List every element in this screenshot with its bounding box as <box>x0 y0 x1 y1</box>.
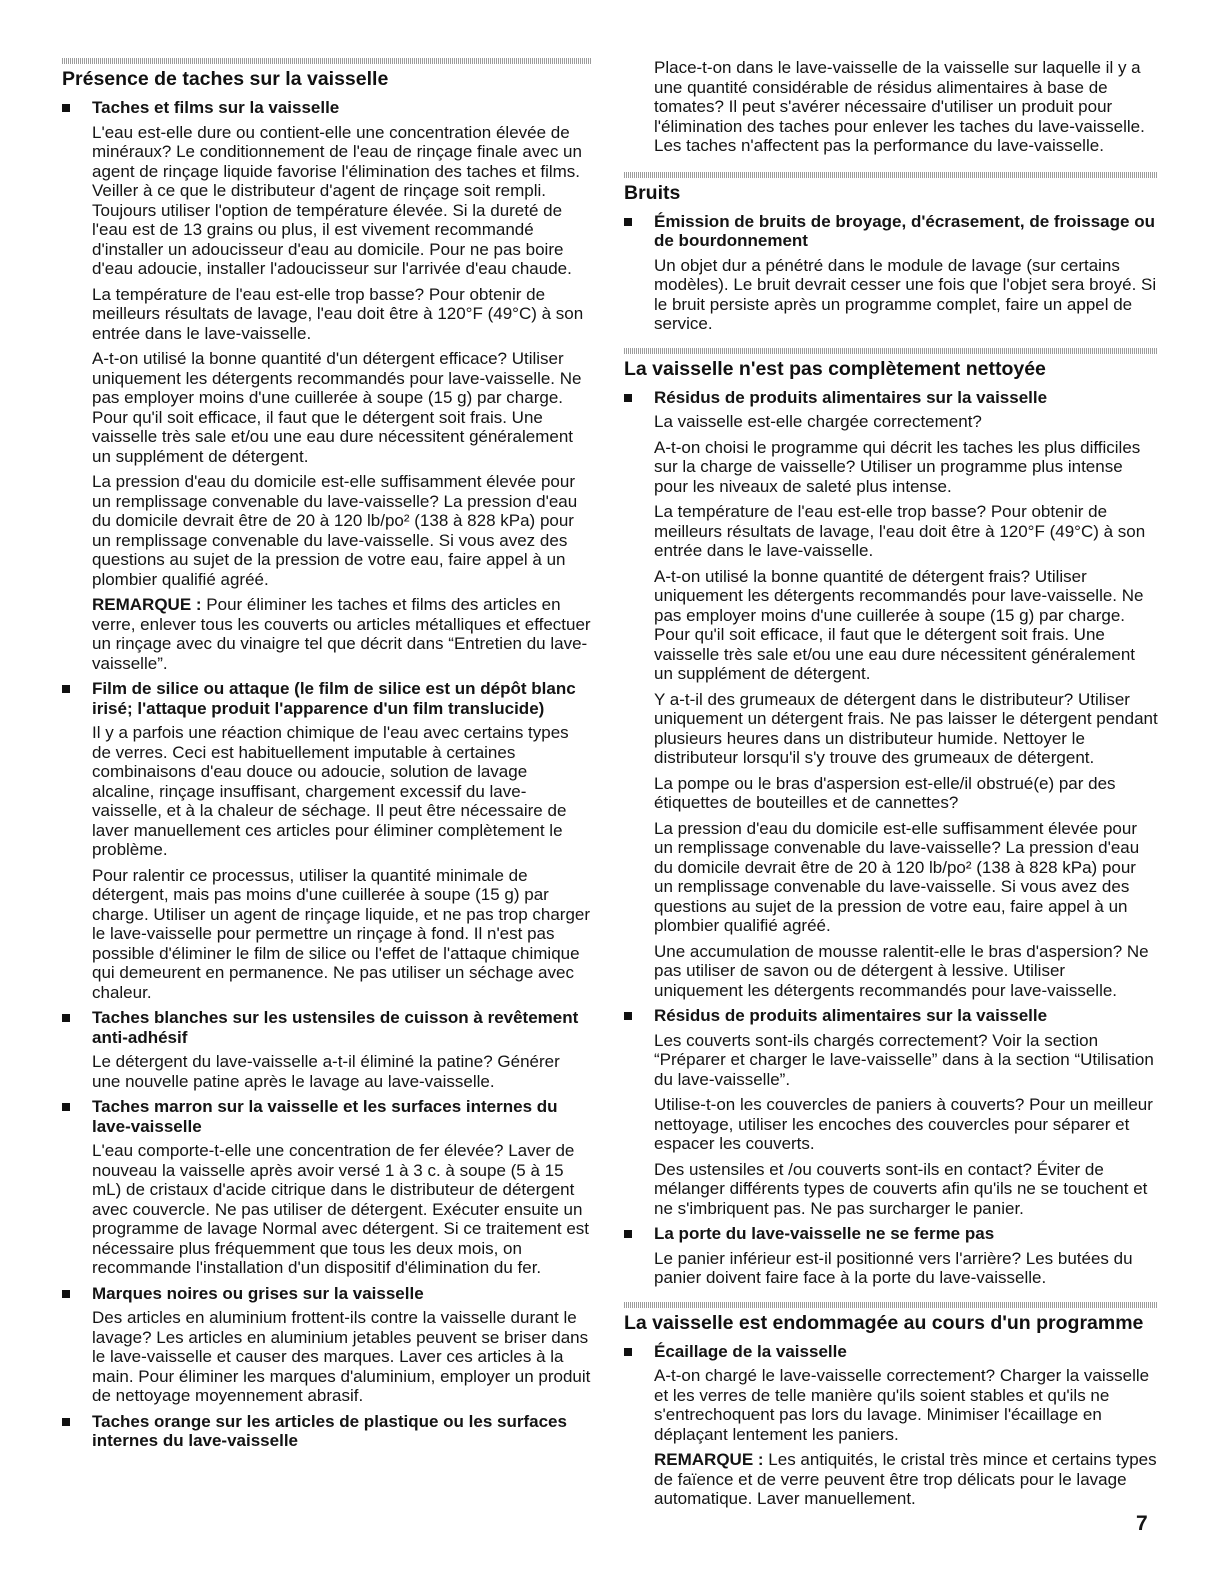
paragraph: La température de l'eau est-elle trop basse? Pour obtenir de meilleurs résultats de lavage, l'eau doit être à 120°F (49°C) à son entrée dans le lave-vaisselle. <box>654 502 1146 560</box>
bullet-icon <box>624 1230 632 1238</box>
note-paragraph: REMARQUE : Les antiquités, le cristal très mince et certains types de faïence et de verre peuvent être trop délicats pour le lavage automatique. Laver manuellement. <box>654 1450 1157 1508</box>
paragraph: Des ustensiles et /ou couverts sont-ils en contact? Éviter de mélanger différents types de couverts afin qu'ils ne se touchent et ne s'imbriquent pas. Ne pas surcharger le panier. <box>654 1159 1148 1218</box>
item-film-silice <box>62 679 592 1002</box>
paragraph: Y a-t-il des grumeaux de détergent dans le distributeur? Utiliser uniquement un détergent frais. Ne pas laisser le détergent pendant plusieurs heures dans un distributeur humide. Nettoyer le distributeur lorsqu'il s'y trouve des grumeaux de détergent. <box>654 689 1158 767</box>
section-heading-bruits: Bruits <box>624 181 681 204</box>
item-taches-marron <box>62 1097 592 1278</box>
paragraph: La pression d'eau du domicile est-elle suffisamment élevée pour un remplissage convenable du lave-vaisselle? La pression d'eau du domicile devrait être de 20 à 120 lb/po² (138 à 828 kPa) pour un remplissage convenable du lave-vaisselle. Si vous avez des questions au sujet de la pression de votre eau, faire appel à un plombier qualifié agréé. <box>654 818 1140 935</box>
item-residus-2 <box>624 1006 1158 1218</box>
bullet-icon <box>624 1012 632 1020</box>
item-title: Marques noires ou grises sur la vaisselle <box>92 1283 424 1303</box>
paragraph: Une accumulation de mousse ralentit-elle le bras d'aspersion? Ne pas utiliser de savon ou de détergent à lessive. Utiliser uniquement les détergents recommandés pour lave-vaisselle. <box>654 941 1149 1000</box>
paragraph: A-t-on utilisé la bonne quantité de détergent frais? Utiliser uniquement les détergents recommandés pour lave-vaisselle. Ne pas employer moins d'une cuillerée à soupe (15 g) par charge. Pour qu'il soit efficace, il faut que le détergent soit frais. Une vaisselle très sale et/ou une eau dure nécessitent généralement un supplément de détergent. <box>654 566 1144 683</box>
note-label: REMARQUE : <box>92 595 202 614</box>
section-bruits <box>624 172 1158 334</box>
note-label: REMARQUE : <box>654 1450 764 1469</box>
right-column <box>624 58 1158 1523</box>
paragraph: Le détergent du lave-vaisselle a-t-il éliminé la patine? Générer une nouvelle patine après le lavage au lave-vaisselle. <box>92 1052 560 1091</box>
item-marques-noires <box>62 1284 592 1406</box>
section-divider <box>624 172 1158 178</box>
paragraph: Utilise-t-on les couvercles de paniers à couverts? Pour un meilleur nettoyage, utiliser les encoches des couvercles pour séparer et espacer les couverts. <box>654 1095 1153 1153</box>
section-divider <box>624 1302 1158 1308</box>
paragraph: La pompe ou le bras d'aspersion est-elle/il obstrué(e) par des étiquettes de bouteilles et de cannettes? <box>654 773 1116 812</box>
paragraph: La température de l'eau est-elle trop basse? Pour obtenir de meilleurs résultats de lavage, l'eau doit être à 120°F (49°C) à son entrée dans le lave-vaisselle. <box>92 284 584 343</box>
continued-paragraph: Place-t-on dans le lave-vaisselle de la vaisselle sur laquelle il y a une quantité considérable de résidus alimentaires à base de tomates? Il peut s'avérer nécessaire d'utiliser un produit pour l'élimination des taches pour enlever les taches du lave-vaisselle. Les taches n'affectent pas la performance du lave-vaisselle. <box>654 58 1145 155</box>
item-title: Résidus de produits alimentaires sur la vaisselle <box>654 387 1048 407</box>
paragraph: La pression d'eau du domicile est-elle suffisamment élevée pour un remplissage convenable du lave-vaisselle? La pression d'eau du domicile devrait être de 20 à 120 lb/po² (138 à 828 kPa) pour un remplissage convenable du lave-vaisselle. Si vous avez des questions au sujet de la pression de votre eau, faire appel à un plombier qualifié agréé. <box>92 472 578 589</box>
paragraph: Un objet dur a pénétré dans le module de lavage (sur certains modèles). Le bruit devrait cesser une fois que l'objet sera broyé. Si le bruit persiste après un programme complet, faire un appel de service. <box>654 255 1157 333</box>
section-endommagee <box>624 1302 1158 1509</box>
item-title: Résidus de produits alimentaires sur la vaisselle <box>654 1006 1048 1025</box>
item-title: Film de silice ou attaque (le film de silice est un dépôt blanc irisé; l'attaque produit l'apparence d'un film translucide) <box>92 679 576 718</box>
bullet-icon <box>62 685 70 693</box>
paragraph: A-t-on choisi le programme qui décrit les taches les plus difficiles sur la charge de vaisselle? Utiliser un programme plus intense pour les niveaux de saleté plus intense. <box>654 437 1141 496</box>
item-taches-blanches <box>62 1008 592 1091</box>
bullet-icon <box>62 1103 70 1111</box>
item-taches-films <box>62 98 592 673</box>
paragraph: Des articles en aluminium frottent-ils contre la vaisselle durant le lavage? Les articles en aluminium jetables peuvent se briser dans le lave-vaisselle et causer des marques. Laver ces articles à la main. Pour éliminer les marques d'aluminium, employer un produit de nettoyage moyennement abrasif. <box>92 1308 591 1405</box>
page-number: 7 <box>1136 1512 1148 1535</box>
item-title: Taches blanches sur les ustensiles de cuisson à revêtement anti-adhésif <box>92 1008 579 1047</box>
paragraph: Les couverts sont-ils chargés correctement? Voir la section “Préparer et charger le lave-vaisselle” dans à la section “Utilisation du lave-vaisselle”. <box>654 1030 1154 1089</box>
item-bruits-broyage <box>624 212 1158 334</box>
bullet-icon <box>62 1418 70 1426</box>
bullet-icon <box>624 1348 632 1356</box>
paragraph: Le panier inférieur est-il positionné vers l'arrière? Les butées du panier doivent faire face à la porte du lave-vaisselle. <box>654 1248 1133 1287</box>
item-title: Taches orange sur les articles de plastique ou les surfaces internes du lave-vaisselle <box>92 1411 567 1450</box>
section-heading-endommagee: La vaisselle est endommagée au cours d'un programme <box>624 1311 1144 1334</box>
paragraph: La vaisselle est-elle chargée correctement? <box>654 412 982 431</box>
bullet-icon <box>624 218 632 226</box>
paragraph: Il y a parfois une réaction chimique de l'eau avec certains types de verres. Ceci est habituellement imputable à certaines combinaisons d'eau douce ou adoucie, solution de lavage alcaline, rinçage insuffisant, chargement excessif du lave-vaisselle, et à la chaleur de séchage. Il peut être nécessaire de laver manuellement ces articles pour éliminer complètement le problème. <box>92 723 569 859</box>
item-porte-ferme <box>624 1224 1158 1288</box>
item-title: Taches marron sur la vaisselle et les surfaces internes du lave-vaisselle <box>92 1097 558 1136</box>
paragraph: Pour ralentir ce processus, utiliser la quantité minimale de détergent, mais pas moins d'une cuillerée à soupe (15 g) par charge. Utiliser un agent de rinçage liquide, et ne pas trop charger le lave-vaisselle pour permettre un rinçage à fond. Il n'est pas possible d'éliminer le film de silice ou l'effet de l'attaque chimique qui demeurent en permanence. Ne pas utiliser un séchage avec chaleur. <box>92 865 591 1002</box>
bullet-icon <box>62 104 70 112</box>
item-ecaillage <box>624 1342 1158 1509</box>
bullet-icon <box>624 394 632 402</box>
item-residus-1 <box>624 388 1158 1001</box>
paragraph: A-t-on chargé le lave-vaisselle correctement? Charger la vaisselle et les verres de telle manière qu'ils soient stables et qu'ils ne s'entrechoquent pas lors du lavage. Minimiser l'écaillage en déplaçant lentement les paniers. <box>654 1366 1150 1444</box>
item-title: La porte du lave-vaisselle ne se ferme pas <box>654 1224 995 1243</box>
section-heading-pas-nettoyee: La vaisselle n'est pas complètement nettoyée <box>624 357 1046 380</box>
bullet-icon <box>62 1014 70 1022</box>
item-taches-orange <box>62 1412 592 1451</box>
paragraph: L'eau comporte-t-elle une concentration de fer élevée? Laver de nouveau la vaisselle après avoir versé 1 à 3 c. à soupe (5 à 15 mL) de cristaux d'acide citrique dans le distributeur de détergent avec couvercle. Ne pas utiliser de détergent. Exécuter ensuite un programme de lavage Normal avec détergent. Si ce traitement est nécessaire plus fréquemment que tous les deux mois, on recommande l'installation d'un dispositif d'élimination du fer. <box>92 1141 590 1277</box>
bullet-icon <box>62 1290 70 1298</box>
paragraph: L'eau est-elle dure ou contient-elle une concentration élevée de minéraux? Le conditionnement de l'eau de rinçage finale avec un agent de rinçage liquide favorise l'élimination des taches et films. Veiller à ce que le distributeur d'agent de rinçage soit rempli. Toujours utiliser l'option de température élevée. Si la dureté de l'eau est de 13 grains ou plus, il est vivement recommandé d'installer un adoucisseur d'eau au domicile. Pour ne pas boire d'eau adoucie, installer l'adoucisseur sur l'arrivée d'eau chaude. <box>92 122 582 278</box>
item-title: Écaillage de la vaisselle <box>654 1341 847 1361</box>
paragraph: A-t-on utilisé la bonne quantité d'un détergent efficace? Utiliser uniquement les détergents recommandés pour lave-vaisselle. Ne pas employer moins d'une cuillerée à soupe (15 g) par charge. Pour qu'il soit efficace, il faut que le détergent soit frais. Une vaisselle très sale et/ou une eau dure nécessitent généralement un supplément de détergent. <box>92 349 582 466</box>
section-pas-nettoyee <box>624 348 1158 1288</box>
item-title: Émission de bruits de broyage, d'écrasement, de froissage ou de bourdonnement <box>654 211 1155 250</box>
section-divider <box>62 58 592 64</box>
left-column <box>62 58 592 1457</box>
section-divider <box>624 348 1158 354</box>
note-paragraph: REMARQUE : Pour éliminer les taches et films des articles en verre, enlever tous les couverts ou articles métalliques et effectuer un rinçage avec du vinaigre tel que décrit dans “Entretien du lave-vaisselle”. <box>92 595 591 673</box>
section-heading-taches: Présence de taches sur la vaisselle <box>62 68 389 90</box>
item-title: Taches et films sur la vaisselle <box>92 98 340 117</box>
